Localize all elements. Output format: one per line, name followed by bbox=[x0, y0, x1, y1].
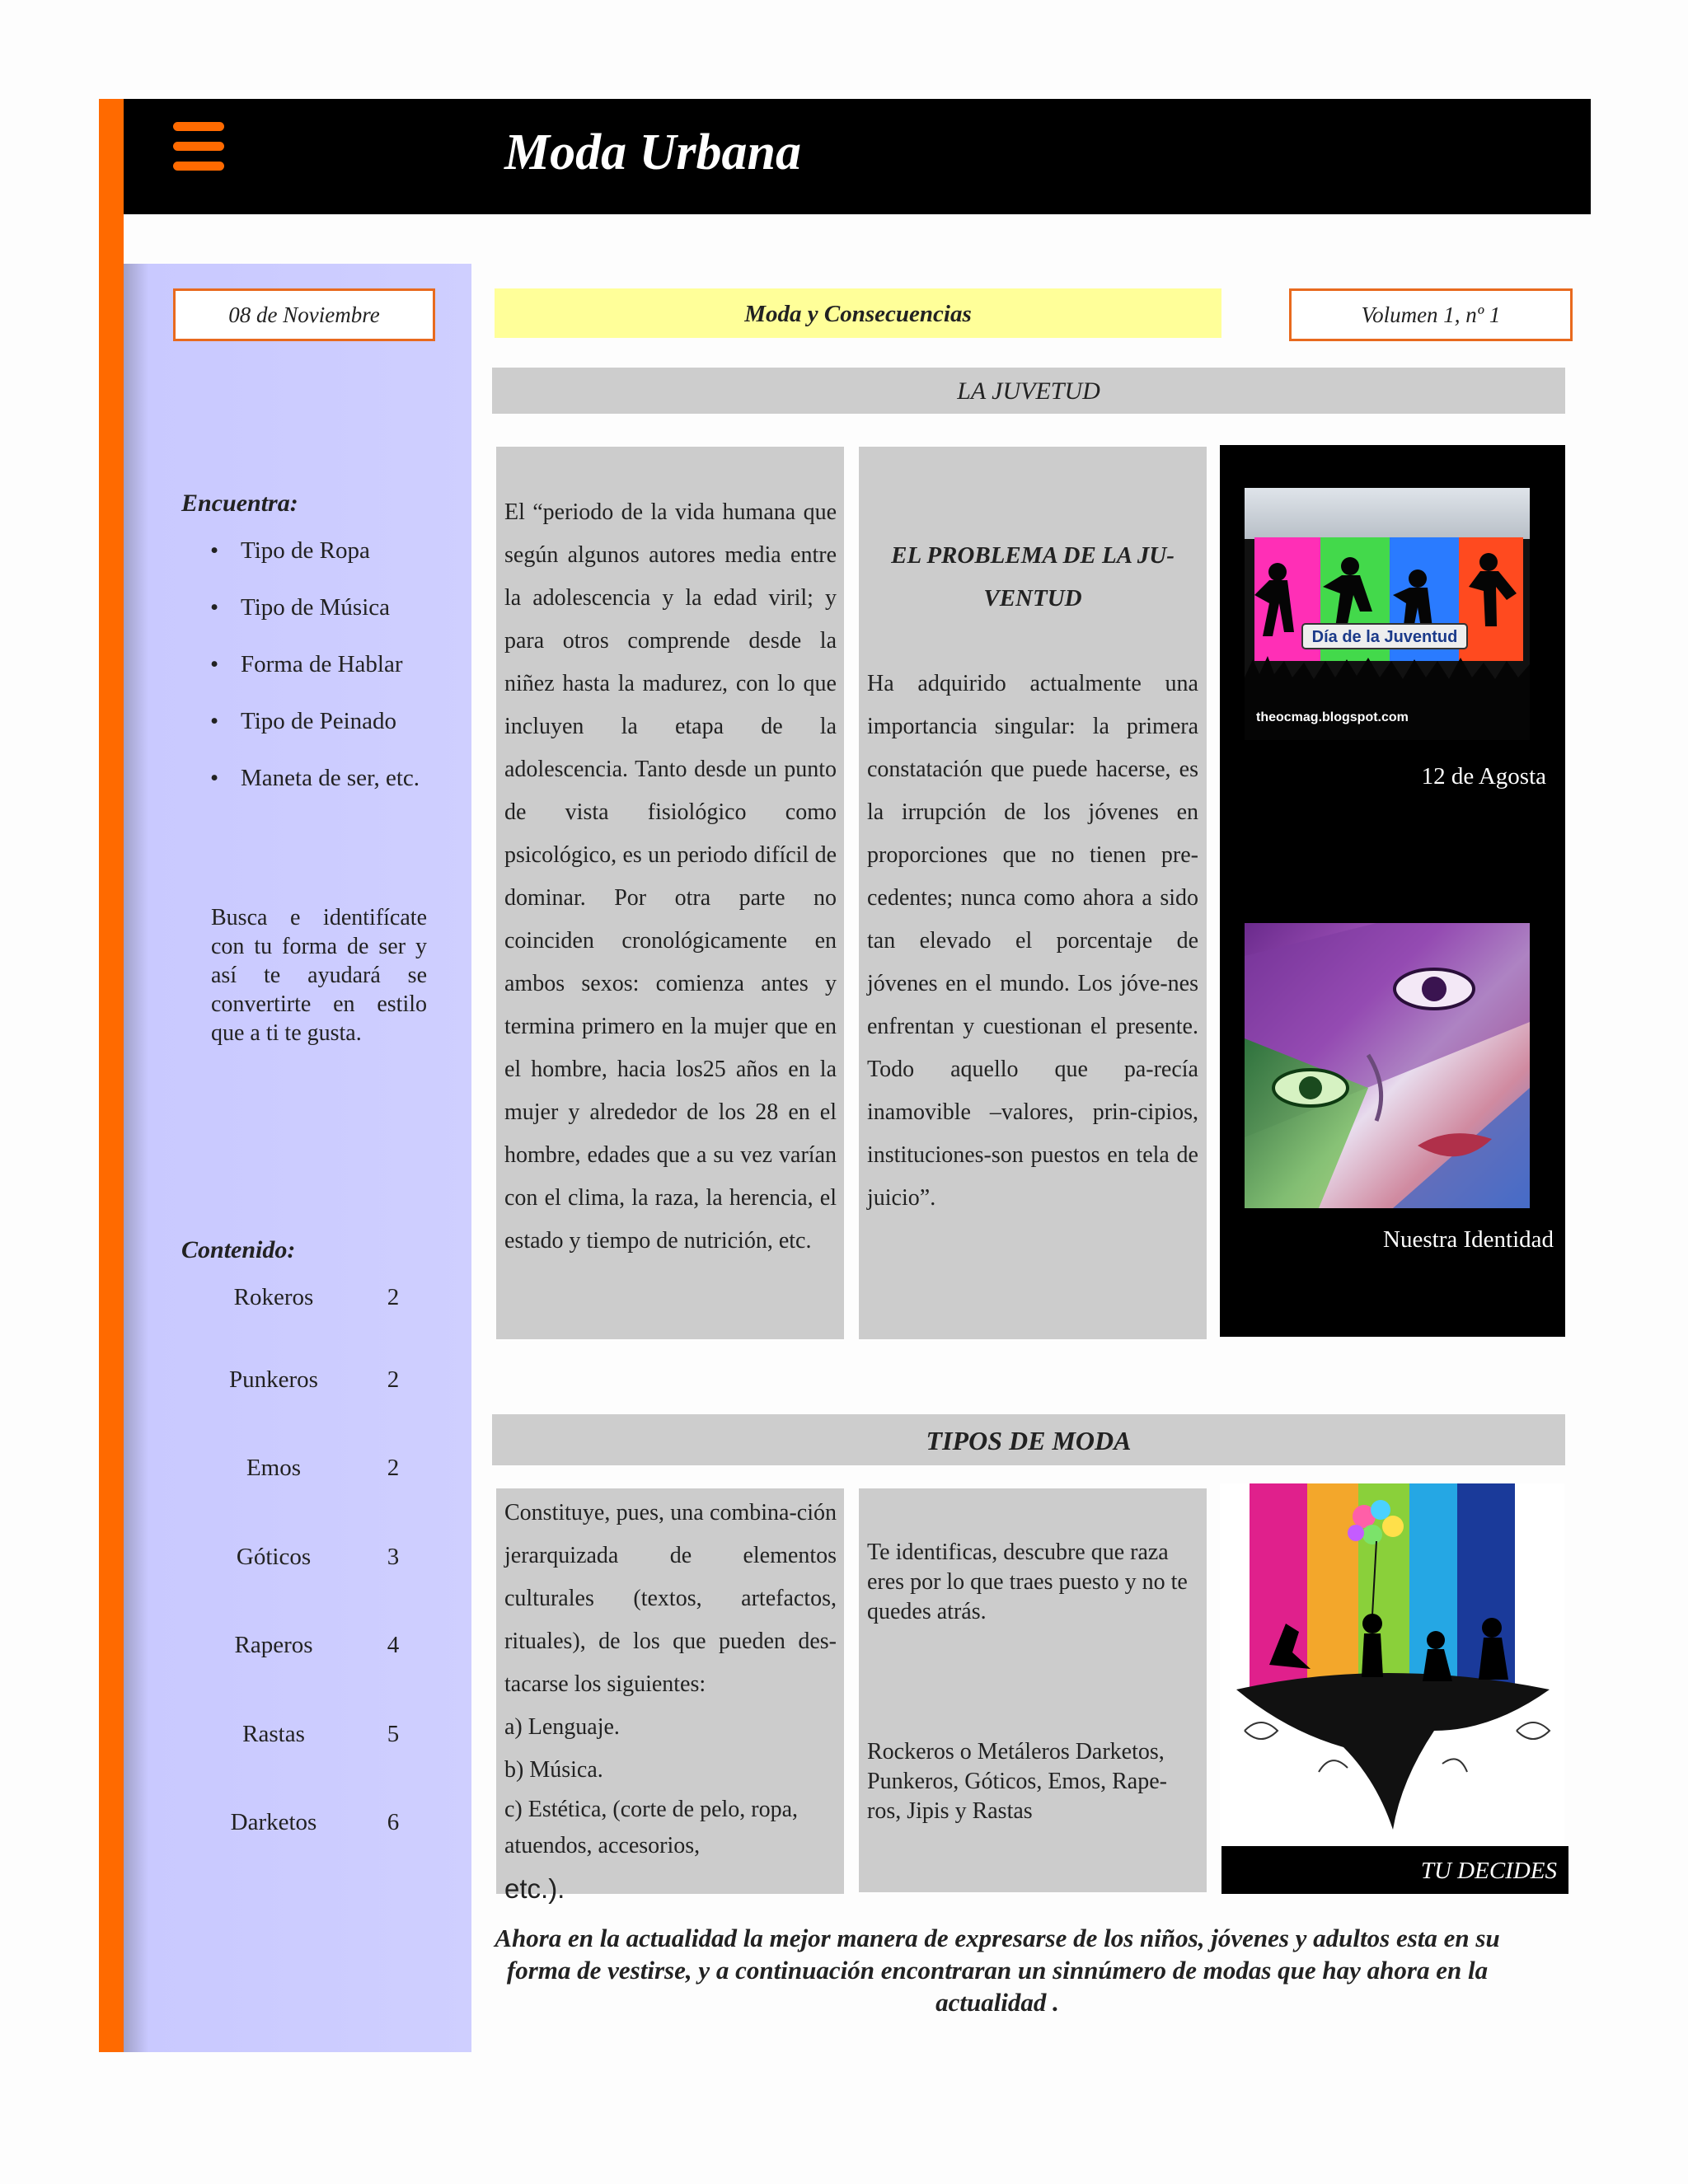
toc-name: Raperos bbox=[234, 1632, 313, 1658]
tipos-intro: Constituye, pues, una combina-ción jerarquizada de elementos culturales (textos, artefactos, rituales), de los que pueden des-tacarse los siguientes: bbox=[504, 1500, 837, 1697]
toc-page: 2 bbox=[387, 1455, 400, 1481]
problema-heading: EL PROBLEMA DE LA JU-VENTUD bbox=[891, 542, 1175, 612]
tipos-heading: TIPOS DE MODA bbox=[492, 1414, 1565, 1465]
accent-stripe bbox=[99, 99, 124, 2052]
list-item: • Forma de Hablar bbox=[210, 649, 433, 679]
face-art-image bbox=[1245, 923, 1530, 1208]
toc-page: 3 bbox=[387, 1544, 400, 1570]
toc-row[interactable] bbox=[208, 1284, 406, 1317]
hamburger-menu-icon[interactable] bbox=[173, 122, 224, 171]
page-title: Moda Urbana bbox=[504, 124, 802, 180]
toc-name: Darketos bbox=[230, 1809, 317, 1835]
encuentra-list bbox=[210, 536, 433, 820]
list-item: • Tipo de Ropa bbox=[210, 536, 433, 565]
toc-page: 4 bbox=[387, 1632, 400, 1658]
image-caption-bar: TU DECIDES bbox=[1221, 1846, 1568, 1894]
tipos-item: a) Lenguaje. bbox=[504, 1714, 620, 1740]
page-header bbox=[124, 99, 1591, 214]
list-item: • Maneta de ser, etc. bbox=[210, 763, 433, 793]
tipos-item: c) Estética, (corte de pelo, ropa, atuendos, accesorios, bbox=[504, 1797, 799, 1858]
tipos-text bbox=[504, 1492, 837, 1913]
sidebar-paragraph: Busca e identifícate con tu forma de ser y así te ayudará se convertirte en estilo que a ti te gusta. bbox=[211, 905, 427, 1046]
section-title-box: Moda y Consecuencias bbox=[495, 288, 1221, 338]
toc-page: 6 bbox=[387, 1809, 400, 1835]
toc-name: Rastas bbox=[242, 1721, 305, 1747]
tribus-list-text: Rockeros o Metáleros Darketos, Punkeros, Góticos, Emos, Rape-ros, Jipis y Rastas bbox=[867, 1739, 1167, 1824]
image-caption: 12 de Agosta bbox=[1421, 763, 1546, 790]
encuentra-heading: Encuentra: bbox=[181, 490, 298, 517]
toc-name: Emos bbox=[246, 1455, 302, 1481]
sidebar bbox=[124, 264, 471, 2052]
identificas-text: Te identificas, descubre que raza eres por lo que traes puesto y no te quedes atrás. bbox=[867, 1540, 1188, 1624]
volume-box: Volumen 1, nº 1 bbox=[1289, 288, 1573, 341]
list-item: • Tipo de Peinado bbox=[210, 706, 433, 736]
date-box: 08 de Noviembre bbox=[173, 288, 435, 341]
toc-row[interactable] bbox=[208, 1809, 406, 1842]
dia-juventud-image bbox=[1245, 488, 1530, 740]
toc-row[interactable] bbox=[208, 1366, 406, 1399]
toc-page: 2 bbox=[387, 1366, 400, 1393]
image-banner-text: Día de la Juventud bbox=[1311, 628, 1458, 646]
kids-silhouette-image bbox=[1220, 1483, 1564, 1846]
closing-statement: Ahora en la actualidad la mejor manera de expresarse de los niños, jóvenes y adultos esta en su forma de vestirse, y a continuación encontraran un sinnúmero de modas que hay ahora en la actualidad . bbox=[495, 1924, 1500, 2017]
toc-row[interactable] bbox=[208, 1544, 406, 1577]
toc-name: Punkeros bbox=[229, 1366, 318, 1393]
toc-page: 2 bbox=[387, 1284, 400, 1310]
toc-page: 5 bbox=[387, 1721, 400, 1747]
tipos-item-end: etc.). bbox=[504, 1873, 565, 1904]
toc-row[interactable] bbox=[208, 1455, 406, 1488]
toc-row[interactable] bbox=[208, 1632, 406, 1665]
juventud-heading: LA JUVETUD bbox=[492, 368, 1565, 414]
list-item: • Tipo de Música bbox=[210, 593, 433, 622]
tipos-item: b) Música. bbox=[504, 1757, 603, 1783]
problema-text: Ha adquirido actualmente una importancia singular: la primera constatación que puede hacerse, es la irrupción de los jóvenes en proporciones que no tienen pre-cedentes; nunca como ahora a sido tan elevado el porcentaje de jóvenes en el mundo. Los jóve-nes enfrentan y cuestionan el presente. Todo aquello que pa-recía inamovible –valores, prin-cipios, instituciones-son puestos en tela de juicio”. bbox=[867, 671, 1198, 1211]
toc-name: Góticos bbox=[236, 1544, 312, 1570]
image-caption: Nuestra Identidad bbox=[1383, 1226, 1554, 1253]
contenido-heading: Contenido: bbox=[181, 1236, 296, 1263]
toc-row[interactable] bbox=[208, 1721, 406, 1754]
toc-name: Rokeros bbox=[233, 1284, 314, 1310]
juventud-definition-text: El “periodo de la vida humana que según algunos autores media entre la adolescencia y la edad viril; y para otros comprende desde la niñez hasta la madurez, con lo que incluyen la etapa de la adolescencia. Tanto desde un punto de vista fisiológico como psicológico, es un periodo difícil de dominar. Por otra parte no coinciden cronológicamente en ambos sexos: comienza antes y termina primero en la mujer que en el hombre, hacia los25 años en la mujer y alrededor de los 28 en el hombre, edades que a su vez varían con el clima, la raza, la herencia, el estado y tiempo de nutrición, etc. bbox=[504, 499, 837, 1254]
image-watermark-text: theocmag.blogspot.com bbox=[1256, 710, 1409, 724]
